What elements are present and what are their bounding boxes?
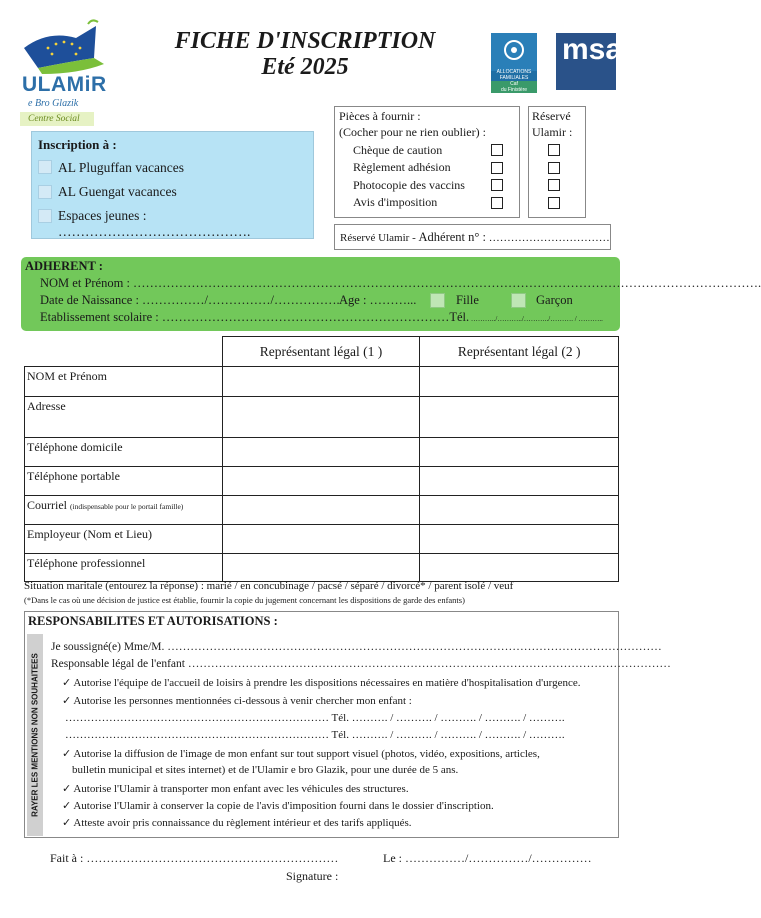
rep2-name-cell[interactable] (420, 367, 619, 397)
caf-region: du Finistère (500, 87, 528, 93)
marital-situation-note: (*Dans le cas où une décision de justice est établie, fournir la copie du jugement concernant les dispositions de garde des enfants) (24, 595, 465, 605)
reserve-line2: Ulamir : (532, 125, 573, 139)
checkbox-pluguffan[interactable] (38, 160, 52, 174)
adherent-number-box[interactable] (334, 224, 611, 250)
email-note: (indispensable pour le portail famille) (70, 502, 184, 511)
label-fille: Fille (456, 293, 479, 307)
checkbox-espaces-jeunes[interactable] (38, 209, 52, 223)
rep1-email-cell[interactable] (222, 496, 420, 525)
rep2-mobile-cell[interactable] (420, 467, 619, 496)
rep2-email-cell[interactable] (420, 496, 619, 525)
option-espaces-jeunes: Espaces jeunes : ……………………………………. (58, 208, 251, 239)
marital-situation[interactable]: Situation maritale (entourez la réponse) : marié / en concubinage / pacsé / séparé / divorcé* / parent isolé / veuf (24, 580, 514, 592)
row-label-email (25, 496, 223, 525)
caf-emblem-icon (491, 33, 537, 71)
option-guengat: AL Guengat vacances (58, 184, 177, 199)
checkbox-imposition[interactable] (491, 197, 503, 209)
adherent-number-prefix: Réservé Ulamir - (340, 232, 419, 244)
signature-label: Signature : (286, 869, 339, 883)
table-row (25, 438, 619, 467)
pieces-subtitle: (Cocher pour ne rien oublier) : (339, 125, 486, 139)
rep2-work-phone-cell[interactable] (420, 554, 619, 582)
msa-logo (556, 33, 623, 90)
adherent-birth-field[interactable]: Date de Naissance : ……………/……………/……………. (40, 293, 340, 307)
inscription-box (31, 131, 314, 239)
side-label: RAYER LES MENTIONS NON SOUHAITEES (30, 653, 40, 817)
responsable-field[interactable]: Responsable légal de l'enfant ……………………………………………………………………………………………………………… (51, 658, 671, 670)
row-label-mobile: Téléphone portable (25, 467, 223, 496)
caf-name: Caf (510, 81, 518, 87)
rep1-name-cell[interactable] (222, 367, 420, 397)
adherent-section (21, 257, 761, 331)
flag-icon (18, 18, 118, 73)
reserve-line1: Réservé (532, 109, 571, 123)
table-corner (25, 337, 223, 367)
logo-name: ULAMiR (22, 73, 107, 96)
piece-adhesion: Règlement adhésion (353, 160, 451, 174)
adherent-name-field[interactable]: NOM et Prénom : ……………………………………………………………………………………………………………………………………. (40, 276, 761, 290)
auth-transport: ✓ Autorise l'Ulamir à transporter mon enfant avec les véhicules des structures. (62, 783, 409, 795)
caf-logo (491, 33, 537, 93)
row-label-home-phone: Téléphone domicile (25, 438, 223, 467)
rep2-employer-cell[interactable] (420, 525, 619, 554)
piece-vaccins: Photocopie des vaccins (353, 178, 465, 192)
representatives-table (24, 336, 619, 582)
adherent-tel-dots: ………../………../………../………. / ……….. (469, 315, 603, 323)
adherent-school-field[interactable] (40, 310, 603, 325)
table-row (25, 525, 619, 554)
rep1-work-phone-cell[interactable] (222, 554, 420, 582)
pickup-person-1[interactable]: ……………………………………………………………… Tél. ………. / ………. / ………. / ………. / ………. (65, 712, 565, 724)
reserve-checkbox-2[interactable] (548, 162, 560, 174)
logo-badge: Centre Social (20, 112, 94, 126)
label-garcon: Garçon (536, 293, 573, 307)
pickup-person-2[interactable]: ……………………………………………………………… Tél. ………. / ………. / ………. / ………. / ………. (65, 729, 565, 741)
pieces-box (334, 106, 520, 218)
date-field[interactable]: Le : ……………/……………/…………… (383, 851, 592, 865)
reserve-checkbox-4[interactable] (548, 197, 560, 209)
reserve-checkbox-3[interactable] (548, 179, 560, 191)
caf-bottom (491, 81, 537, 93)
auth-image-continued: bulletin municipal et sites internet) et de l'Ulamir e bro Glazik, pour une durée de 5 ans. (72, 764, 459, 776)
adherent-number-dots: …………………………… (485, 232, 610, 244)
checkbox-adhesion[interactable] (491, 162, 503, 174)
auth-imposition-copy: ✓ Autorise l'Ulamir à conserver la copie de l'avis d'imposition fourni dans le dossier d'inscription. (62, 800, 494, 812)
header-rep1: Représentant légal (1 ) (222, 337, 420, 367)
checkbox-fille[interactable] (430, 293, 445, 308)
soussigne-field[interactable]: Je soussigné(e) Mme/M. ………………………………………………………………………………………………………………… (51, 641, 662, 653)
auth-hospitalisation: ✓ Autorise l'équipe de l'accueil de loisirs à prendre les dispositions nécessaires en matière d'hospitalisation d'urgence. (62, 677, 581, 689)
checkbox-garcon[interactable] (511, 293, 526, 308)
header-rep2: Représentant légal (2 ) (420, 337, 619, 367)
inscription-label: Inscription à : (38, 137, 117, 152)
ulamir-logo (18, 18, 118, 126)
table-row (25, 496, 619, 525)
page-title (140, 28, 470, 80)
pieces-title: Pièces à fournir : (339, 109, 421, 123)
table-row (25, 467, 619, 496)
checkbox-guengat[interactable] (38, 185, 52, 199)
responsibilities-section (24, 611, 671, 838)
rep1-mobile-cell[interactable] (222, 467, 420, 496)
responsibilities-heading: RESPONSABILITES ET AUTORISATIONS : (28, 614, 278, 628)
adherent-heading: ADHERENT : (25, 259, 103, 273)
reserve-box (528, 106, 586, 218)
rep1-home-phone-cell[interactable] (222, 438, 420, 467)
reserve-checkbox-1[interactable] (548, 144, 560, 156)
row-label-address: Adresse (25, 397, 223, 438)
title-line2: Eté 2025 (261, 54, 349, 80)
row-label-work-phone: Téléphone professionnel (25, 554, 223, 582)
auth-image: ✓ Autorise la diffusion de l'image de mon enfant sur tout support visuel (photos, vidéo, expositions, articles, (62, 748, 540, 760)
table-row (25, 367, 619, 397)
row-label-name: NOM et Prénom (25, 367, 223, 397)
auth-pickup: ✓ Autorise les personnes mentionnées ci-dessous à venir chercher mon enfant : (62, 695, 412, 707)
title-line1: FICHE D'INSCRIPTION (174, 28, 436, 54)
table-row (25, 554, 619, 582)
logo-subtitle: e Bro Glazik (28, 98, 79, 109)
row-label-email-text: Courriel (27, 498, 67, 512)
side-label-bar (27, 634, 43, 836)
table-row (25, 397, 619, 438)
rep2-home-phone-cell[interactable] (420, 438, 619, 467)
rep2-address-cell[interactable] (420, 397, 619, 438)
attest-reglement: ✓ Atteste avoir pris connaissance du règlement intérieur et des tarifs appliqués. (62, 817, 412, 829)
adherent-age-field[interactable]: Age : ………... (339, 293, 417, 307)
rep1-address-cell[interactable] (222, 397, 420, 438)
caf-text: ALLOCATIONS FAMILIALES (496, 69, 532, 81)
piece-imposition: Avis d'imposition (353, 195, 438, 209)
rep1-employer-cell[interactable] (222, 525, 420, 554)
fait-a-field[interactable]: Fait à : ……………………………………………………… (50, 851, 339, 865)
row-label-employer: Employeur (Nom et Lieu) (25, 525, 223, 554)
piece-caution: Chèque de caution (353, 143, 443, 157)
adherent-school-label: Etablissement scolaire : ……………………………………………………………Tél. (40, 310, 470, 324)
msa-text: msa (562, 33, 623, 66)
checkbox-caution[interactable] (491, 144, 503, 156)
checkbox-vaccins[interactable] (491, 179, 503, 191)
option-pluguffan: AL Pluguffan vacances (58, 160, 184, 175)
adherent-number-label: Adhérent n° : (418, 230, 486, 244)
